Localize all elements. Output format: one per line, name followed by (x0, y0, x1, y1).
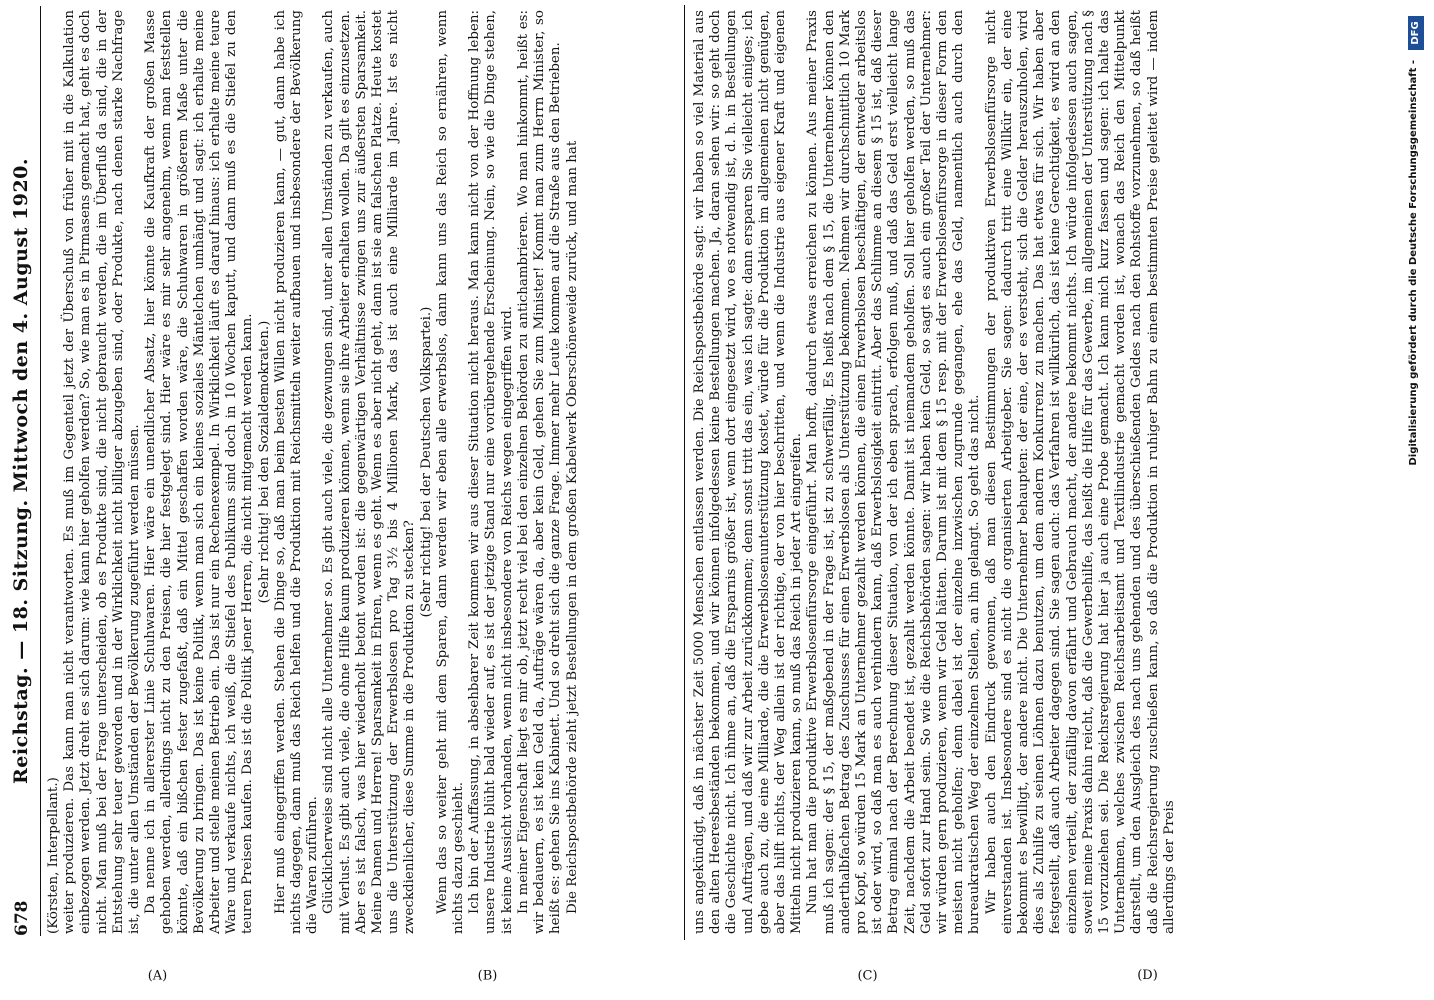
paragraph: Die Reichspostbehörde zieht jetzt Bestellungen in dem großen Kabelwerk Oberschöneweide zurück, und man hat (564, 140, 580, 914)
paragraph: Glücklicherweise sind nicht alle Unternehmer so. Es gibt auch viele, die gezwungen sind, unter allen Umständen zu verkaufen, auch mit Verlust. Es gibt auch viele, die ohne Hilfe kaum produzieren können, wenn sie ihre Arbeiter erhalten wollen. Da gilt es einzusetzen. Aber es ist falsch, was hier wiederholt betont worden ist: die gegenwärtigen Verhältnisse zwingen uns zur äußersten Sparsamkeit. Meine Damen und Herren! Sparsamkeit in Ehren, wenn es geht. Wenn es aber nicht geht, dann ist sie am falschen Platze. Heute kostet uns die Unterstützung der Erwerbslosen pro Tag 3½ bis 4 Millionen Mark, das ist auch eine Milliarde im Jahre. Ist es nicht zweckdienlicher, diese Summe in die Produktion zu stecken? (321, 10, 418, 934)
page-header (10, 6, 38, 936)
margin-marker-b: (B) (477, 968, 498, 984)
paragraph: Nun hat man die produktive Erwerbslosenfürsorge eingeführt. Man hofft, dadurch etwas erreichen zu können. Aus meiner Praxis muß ich sagen: der § 15, der maßgebend in der Frage ist, ist zu schwerfällig. Es heißt nach dem § 15, die Unternehmer können den anderthalbfachen Betrag des Zuschusses für einen Erwerbslosen als Unterstützung bekommen. Nehmen wir durchschnittlich 10 Mark pro Kopf, so würden 15 Mark an Unternehmer gezahlt werden können, die einen Erwerbslosen beschäftigen, der entweder arbeitslos ist oder wird, so daß man es auch verhindern kann, daß Erwerbslosigkeit eintritt. Aber das Schlimme an diesem § 15 ist, daß dieser Betrag einmal nach der Berechnung dieser Situation, von der ich eben sprach, erfolgen muß, und daß das Geld erst vielleicht lange Zeit, nachdem die Arbeit beendet ist, gezahlt werden könnte. Damit ist niemandem geholfen. Soll hier geholfen werden, so muß das Geld sofort zur Hand sein. So wie die Reichsbehörden sagen: wir haben kein Geld, so sagt es auch ein großer Teil der Unternehmer: wir würden gern produzieren, wenn wir Geld hätten. Darum ist mit dem § 15 resp. mit der Erwerbslosenfürsorge in dieser Form den meisten nicht geholfen; denn dabei ist der einzelne inzwischen zugrunde gegangen, ehe das Geld, namentlich auch durch den bureaukratischen Weg der einzelnen Stellen, an ihn gelangt. So geht das nicht. (805, 10, 983, 934)
header-rule (40, 6, 41, 936)
paragraph: Wir haben auch den Eindruck gewonnen, daß man diesen Bestimmungen der produktiven Erwerbslosenfürsorge nicht einverstanden ist. Insbesondere sind es nicht die organisierten Arbeitgeber. Sie sagen: dadurch tritt eine Willkür ein, der eine bekommt es bewilligt, der andere nicht. Die Unternehmer behaupten: der eine, der es versteht, sich die Gelder herauszuholen, wird dies als Zuhilfe zu seinen Löhnen dazu benutzen, um dem andern Konkurrenz zu machen. Das hat etwas für sich. Wir haben aber festgestellt, daß auch Arbeiter dagegen sind. Sie sagen auch: das Verfahren ist willkürlich, das ist keine Gerechtigkeit, es wird an den einzelnen verteilt, der zufällig davon erfährt und Gebrauch macht, der andere bekommt nichts. Ich würde infolgedessen auch sagen, soweit meine Praxis dahin reicht, daß die Gewerbehilfe, das heißt die Hilfe für das Gewerbe, im allgemeinen der Unterstützung nach § 15 vorzuziehen sei. Die Reichsregierung hat hier ja auch eine Probe gemacht. Ich kann mich kurz fassen und sagen: ich halte das Unternehmen, welches zwischen Reichsarbeitsamt und Textilindustrie gemacht worden ist, wonach das Reich den Mittelpunkt darstellt, um den Ausgleich des nach uns gehenden und des überschießenden Geldes nach den Rohstoffe vorzunehmen, so daß heißt daß die Reichsregierung zuschießen kann, so daß die Produktion in ruhiger Bahn zu einem bestimmten Preise geleitet wird — indem allerdings der Preis (983, 10, 1177, 934)
column-divider (684, 5, 685, 940)
paragraph: In meiner Eigenschaft liegt es mir ob, jetzt recht viel bei den einzelnen Behörden zu antichambrieren. Wo man hinkommt, heißt es: wir bedauern, es ist kein Geld da, Aufträge wären da, aber kein Geld, gehen Sie zum Minister! Kommt man zum Herrn Minister, so heißt es: gehen Sie ins Kabinett. Und so dreht sich die ganze Frage. Immer mehr Leute kommen auf die Straße aus den Betrieben. (515, 10, 564, 934)
paragraph: (Sehr richtig! bei den Sozialdemokraten.) (256, 320, 272, 604)
margin-marker-c: (C) (857, 968, 878, 984)
text-column-right (692, 10, 1348, 934)
paragraph: weiter produzieren. Das kann man nicht verantworten. Es muß im Gegenteil jetzt der Überschuß von früher mit in die Kalkulation einbezogen werden. Jetzt dreht es sich darum: wie kann hier geholfen werden? So, wie man es in Pirmasens gemacht hat, geht es doch nicht. Man muß bei der Frage unterscheiden, ob es Produkte sind, die nicht gebraucht werden, die im Überfluß da sind, die in der Entstehung sehr teuer geworden und in der Wirklichkeit nicht billiger abzugeben sind, oder Produkte, nach denen starke Nachfrage ist, die unter allen Umständen der Bevölkerung zugeführt werden müssen. (62, 10, 143, 934)
dfg-logo: DFG (1408, 16, 1424, 50)
margin-marker-d: (D) (1137, 968, 1158, 984)
paragraph: Ich bin der Auffassung, in absehbarer Zeit kommen wir aus dieser Situation nicht heraus. Man kann nicht von der Hoffnung leben: unsere Industrie blüht bald wieder auf, es ist der jetzige Stand nur eine vorübergehende Erscheinung. Nein, so wie die Dinge stehen, ist keine Aussicht vorhanden, wenn nicht insbesondere von Reichs wegen eingegriffen wird. (467, 10, 515, 934)
paragraph: uns angekündigt, daß in nächster Zeit 5000 Menschen entlassen werden. Die Reichspostbehörde sagt: wir haben so viel Material aus den alten Heeresbeständen bekommen, und wir können infolgedessen keine Bestellungen machen. Ja, daran sehen wir: so geht doch die Geschichte nicht. Ich n̈hme an, daß die Ersparnis größer ist, wenn dort eingesetzt wird, wo es notwendig ist, d. h. in Bestellungen und Aufträgen, und daß wir zur Arbeit zurückkommen; denn sonst tritt das ein, was ich sagte: dann ersparen Sie vielleicht einiges; ich gebe auch zu, die eine Milliarde, die die Erwerbslosenunterstützung kostet, würde für die Produktion im allgemeinen nicht genügen, aber das hilft nichts, der Weg allein ist der richtige, der von hier beschritten, und wenn die Industrie aus eigener Kraft und eigenen Mitteln nicht produzieren kann, so muß das Reich in jeder Art eingreifen. (692, 10, 805, 934)
text-column-left (46, 10, 676, 934)
page-number: 678 (12, 900, 32, 936)
margin-marker-a: (A) (147, 968, 168, 984)
paragraph: Hier muß eingegriffen werden. Stehen die Dinge so, daß man beim besten Willen nicht produzieren kann, — gut, dann habe ich nichts dagegen, dann muß das Reich helfen und die Produktion mit Reichsmitteln weiter aufbauen und insbesondere der Bevölkerung die Waren zuführen. (272, 10, 321, 934)
paragraph: (Körsten, Interpellant.) (46, 777, 61, 934)
paragraph: Wenn das so weiter geht mit dem Sparen, dann werden wir eben alle erwerbslos, dann kann uns das Reich so ernähren, wenn nichts dazu geschieht. (434, 10, 467, 934)
paragraph: Da nenne ich in allererster Linie Schuhwaren. Hier wäre ein unendlicher Absatz, hier könnte die Kaufkraft der großen Masse gehoben werden, allerdings nicht zu den Preisen, die hier festgelegt sind. Hier wäre es mir sehr angenehm, wenn man feststellen könnte, daß ein bißchen fester zugefaßt, daß ein Mittel geschaffen worden wäre, die Schuhwaren in größerem Maße unter die Bevölkerung zu bringen. Das ist keine Politik, wenn man sich ein kleines soziales Mäntelchen umhängt und sagt: ich erhalte meine Arbeiter und stelle meinen Betrieb ein. Das ist nur ein Rechenexempel. In Wirklichkeit läuft es darauf hinaus: ich erhalte meine teure Ware und verkaufe nichts, ich weiß, die Stiefel des Publikums sind doch in 10 Wochen kaputt, und dann muß es die Stiefel zu den teuren Preisen kaufen. Das ist die Politik jener Herren, die nicht mitgemacht werden kann. (143, 10, 256, 934)
digitization-credit: Digitalisierung gefördert durch die Deutsche Forschungsgemeinschaft - (1408, 60, 1419, 466)
paragraph: (Sehr richtig! bei der Deutschen Volkspartei.) (418, 306, 434, 618)
running-title: Reichstag. — 18. Sitzung. Mittwoch den 4. August 1920. (10, 157, 32, 785)
